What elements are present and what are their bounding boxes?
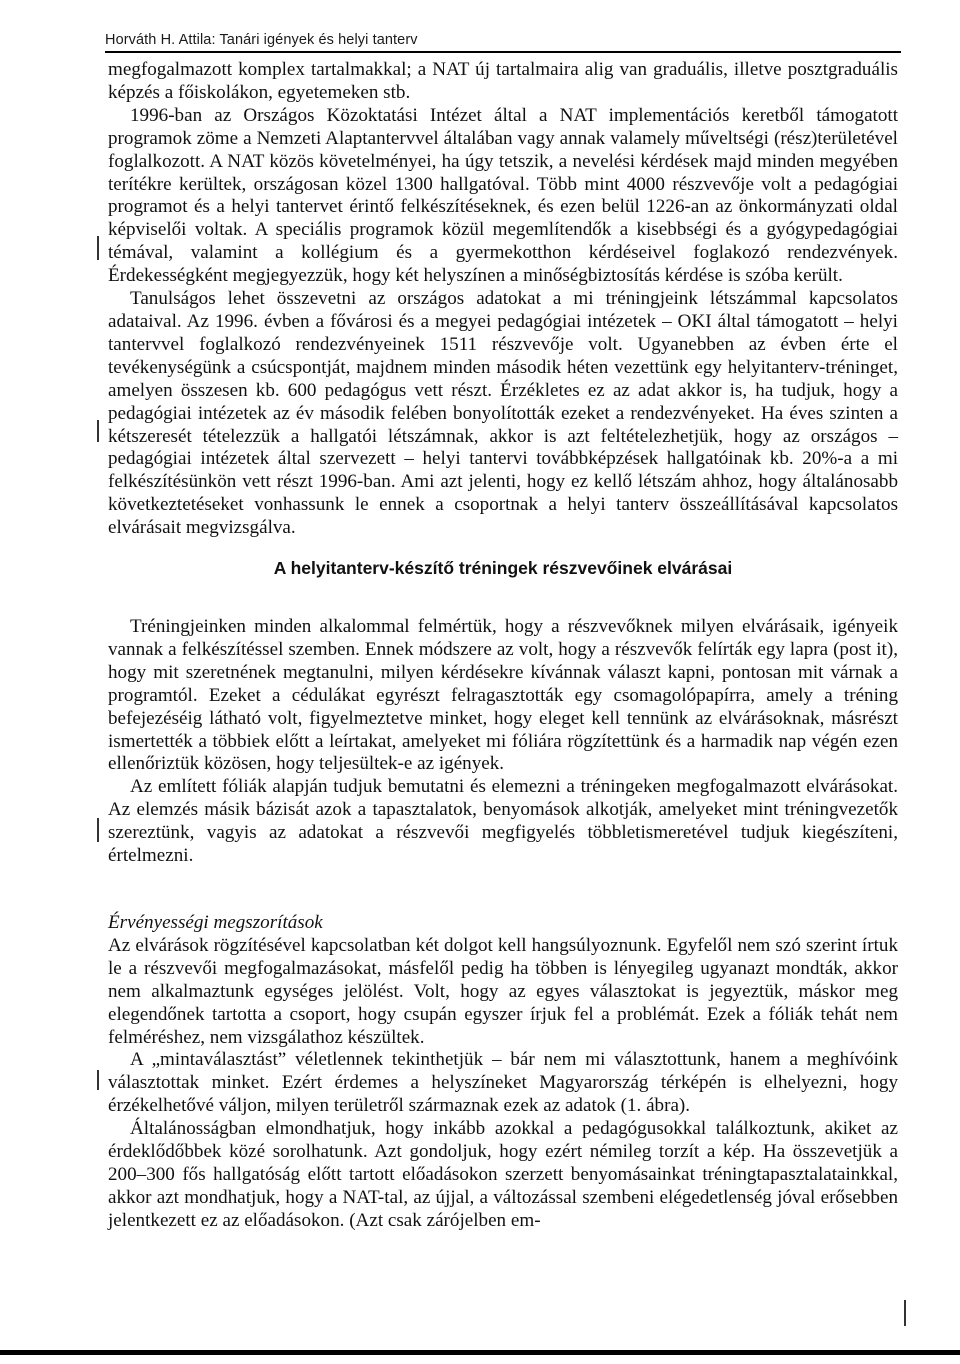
paragraph: megfogalmazott komplex tartalmakkal; a NAT új tartalmaira alig van graduális, illetve posztgraduális képzés a főiskolákon, egyetemeken stb.	[108, 59, 898, 103]
header-rule	[105, 51, 901, 53]
paragraph: 1996-ban az Országos Közoktatási Intézet által a NAT implementációs keretből támogatott programok zöme a Nemzeti Alaptantervvel általában vagy annak valamely műveltségi (rész)területével foglalkozott. A NAT közös követelményei, ha úgy tetszik, a nevelési kérdések majd minden megyében terítékre kerültek, országosan közel 1300 hallgatóval. Több mint 4000 részvevője volt a pedagógiai programot és a helyi tantervet érintő felkészítéseknek, és ezen belül 1226-an az önkormányzati oldal képviselői voltak. A speciális programok közül megemlítendők a kisebbségi és a gyógypedagógiai témával, valamint a kollégium és a gyermekotthon kérdéseivel foglakozó rendezvények. Érdekességként megjegyezzük, hogy két helyszínen a minőségbiztosítás kérdése is szóba került.	[108, 104, 898, 287]
margin-line-mark	[97, 236, 99, 260]
margin-line-mark	[97, 818, 99, 842]
section-heading: A helyitanterv-készítő tréningek részvevőinek elvárásai	[273, 558, 733, 579]
margin-line-mark	[904, 1300, 906, 1326]
body-text	[108, 59, 898, 1233]
margin-line-mark	[97, 420, 99, 442]
paragraph: Az elvárások rögzítésével kapcsolatban két dolgot kell hangsúlyoznunk. Egyfelől nem szó szerint írtuk le a részvevői megfogalmazásokat, másfelől pedig ha többen is lényegileg ugyanazt mondták, akkor nem alkalmaztunk egységes jelölést. Volt, hogy az egyes választokat is jegyeztük, máskor meg elegendőnek tartotta a csoport, hogy csupán egyszer írjuk fel a problémát. Ezek a fóliák tehát nem felméréshez, nem vizsgálathoz készültek.	[108, 934, 898, 1048]
running-header: Horváth H. Attila: Tanári igények és helyi tanterv	[105, 32, 418, 48]
subheading: Érvényességi megszorítások	[108, 912, 323, 933]
footer-rule	[0, 1350, 960, 1355]
paragraph: Tanulságos lehet összevetni az országos adatokat a mi tréningjeink létszámmal kapcsolatos adataival. Az 1996. évben a fővárosi és a megyei pedagógiai intézetek – OKI által támogatott – helyi tantervvel foglalkozó rendezvényeinek 1511 részvevője volt. Ugyanebben az évben érte el tevékenységünk a csúcspontját, majdnem minden második héten vezettünk egy helyitanterv-tréninget, amelyen összesen kb. 600 pedagógus vett részt. Érzékletes ez az adat akkor is, ha tudjuk, hogy a pedagógiai intézetek az év második felében bonyolították ezeket a rendezvényeket. Ha éves szinten a kétszeresét tételezzük a hallgatói létszámnak, akkor is azt feltételezhetjük, hogy az országos – pedagógiai intézetek által szervezett – helyi tantervi továbbképzések hallgatóinak kb. 20%-a a mi felkészítésünkön vett részt 1996-ban. Ami azt jelenti, hogy ez kellő létszám ahhoz, hogy általánosabb következtetéseket vonhassunk le ennek a csoportnak a helyi tanterv összeállításával kapcsolatos elvárásait megvizsgálva.	[108, 288, 898, 539]
margin-line-mark	[97, 1070, 99, 1090]
paragraph: A „mintaválasztást” véletlennek tekinthetjük – bár nem mi választottunk, hanem a meghívóink választottak minket. Ezért érdemes a helyszíneket Magyarország térképén is elhelyezni, hogy érzékelhetővé váljon, milyen területről származnak ezek az adatok (1. ábra).	[108, 1049, 898, 1117]
paragraph: Általánosságban elmondhatjuk, hogy inkább azokkal a pedagógusokkal találkoztunk, akiket az érdeklődőbbek közé sorolhatunk. Azt gondoljuk, hogy ezért némileg torzít a kép. Ha összevetjük a 200–300 fős hallgatóság előtt tartott előadásokon szerzett benyomásainkat tréningtapasztalatainkkal, akkor azt mondhatjuk, hogy a NAT-tal, az újjal, a változással szembeni elégedetlenség jóval erősebben jelentkezett ez az előadásokon. (Azt csak zárójelben em-	[108, 1118, 898, 1231]
paragraph: Tréningjeinken minden alkalommal felmértük, hogy a részvevőknek milyen elvárásaik, igényeik vannak a felkészítéssel szemben. Ennek módszere az volt, hogy a részvevők felírták egy lapra (post it), hogy mit szeretnének megtanulni, milyen kérdésekre kívánnak választ kapni, pontosan mit várnak a programtól. Ezeket a cédulákat egyrészt felragasztották egy csomagolópapírra, amely a tréning befejezéséig látható volt, figyelmeztetve minket, hogy eleget kell tennünk az elvárásoknak, másrészt ismertették a többiek előtt a leírtakat, amelyeket mi fóliára rögzítettünk és a harmadik nap végén ezen ellenőriztük közösen, hogy teljesültek-e az igények.	[108, 616, 898, 775]
paragraph: Az említett fóliák alapján tudjuk bemutatni és elemezni a tréningeken megfogalmazott elvárásokat. Az elemzés másik bázisát azok a tapasztalatok, benyomások alkotják, amelyeket mint tréningvezetők szereztünk, vagyis az adatokat a részvevői megfigyelés többletismeretével tudjuk kiegészíteni, értelmezni.	[108, 776, 898, 867]
